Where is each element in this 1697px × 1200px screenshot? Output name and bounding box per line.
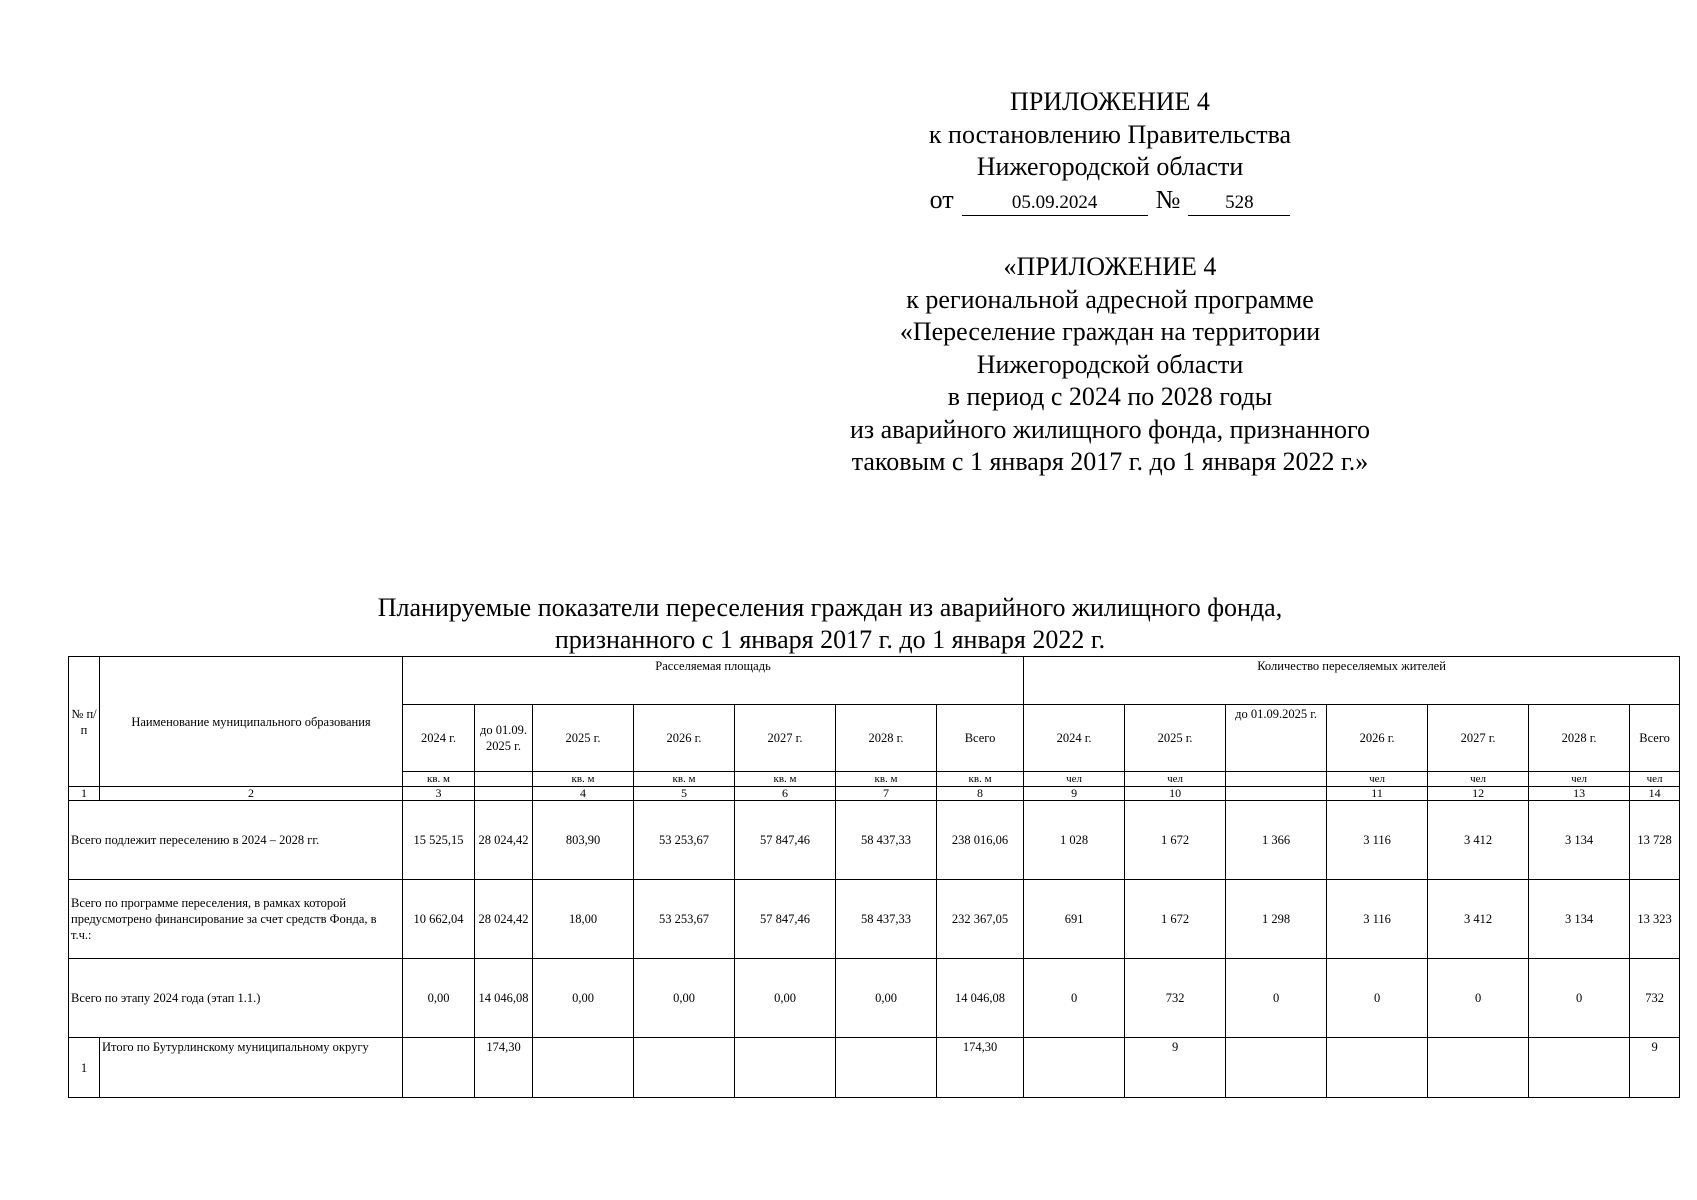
unit-cell: кв. м (634, 772, 735, 787)
area-value: 0,00 (533, 959, 634, 1038)
area-value: 57 847,46 (735, 880, 836, 959)
program-header-line: «Переселение граждан на территории (899, 317, 1321, 346)
area-value: 10 662,04 (403, 880, 475, 959)
people-value: 1 366 (1226, 801, 1327, 880)
area-year-header: до 01.09. 2025 г. (475, 705, 533, 772)
area-value: 0,00 (836, 959, 937, 1038)
table-row-district (69, 1038, 1680, 1098)
area-value: 174,30 (937, 1038, 1024, 1098)
area-year-header: Всего (937, 705, 1024, 772)
row-name: Всего подлежит переселению в 2024 – 2028 гг. (69, 801, 403, 880)
area-value: 28 024,42 (475, 880, 533, 959)
area-year-header: 2028 г. (836, 705, 937, 772)
people-value: 3 412 (1428, 801, 1529, 880)
column-number: 8 (937, 787, 1024, 801)
unit-cell: чел (1428, 772, 1529, 787)
people-value: 3 134 (1529, 801, 1630, 880)
people-year-header: 2026 г. (1327, 705, 1428, 772)
appendix-header (780, 86, 1440, 216)
column-number: 3 (403, 787, 475, 801)
area-year-header: 2025 г. (533, 705, 634, 772)
area-value: 174,30 (475, 1038, 533, 1098)
number-label: № (1155, 184, 1181, 214)
area-value (533, 1038, 634, 1098)
table-title-line-1: Планируемые показатели переселения граждан из аварийного жилищного фонда, (377, 593, 1283, 622)
unit-cell: чел (1529, 772, 1630, 787)
area-value: 53 253,67 (634, 801, 735, 880)
column-number: 10 (1125, 787, 1226, 801)
program-header (780, 251, 1440, 479)
program-header-line: в период с 2024 по 2028 годы (947, 382, 1273, 411)
column-number: 4 (533, 787, 634, 801)
people-year-header: 2025 г. (1125, 705, 1226, 772)
row-number: 1 (69, 1038, 100, 1098)
decree-date: 05.09.2024 (962, 192, 1148, 216)
people-value (1024, 1038, 1125, 1098)
area-value: 238 016,06 (937, 801, 1024, 880)
people-value: 1 298 (1226, 880, 1327, 959)
column-number: 7 (836, 787, 937, 801)
people-value: 13 728 (1630, 801, 1680, 880)
area-value: 232 367,05 (937, 880, 1024, 959)
unit-cell: кв. м (937, 772, 1024, 787)
area-value: 803,90 (533, 801, 634, 880)
col-header-name: Наименование муниципального образования (100, 657, 403, 787)
column-number (1226, 787, 1327, 801)
people-year-header: до 01.09.2025 г. (1226, 705, 1327, 772)
row-name: Всего по программе переселения, в рамках которой предусмотрено финансирование за счет средств Фонда, в т.ч.: (69, 880, 403, 959)
area-value: 15 525,15 (403, 801, 475, 880)
area-value: 14 046,08 (937, 959, 1024, 1038)
table-title (240, 592, 1420, 656)
people-value: 0 (1327, 959, 1428, 1038)
row-name: Итого по Бутурлинскому муниципальному округу (100, 1038, 403, 1098)
column-number: 1 (69, 787, 100, 801)
people-year-header: 2028 г. (1529, 705, 1630, 772)
people-value: 0 (1428, 959, 1529, 1038)
appendix-subtitle-1: к постановлению Правительства (928, 119, 1292, 149)
people-year-header: 2024 г. (1024, 705, 1125, 772)
people-value: 3 134 (1529, 880, 1630, 959)
people-value: 3 412 (1428, 880, 1529, 959)
column-number: 2 (100, 787, 403, 801)
row-name: Всего по этапу 2024 года (этап 1.1.) (69, 959, 403, 1038)
decree-number: 528 (1188, 192, 1290, 216)
area-value: 18,00 (533, 880, 634, 959)
area-value: 58 437,33 (836, 880, 937, 959)
area-value: 0,00 (403, 959, 475, 1038)
column-number: 14 (1630, 787, 1680, 801)
area-value: 58 437,33 (836, 801, 937, 880)
table-title-line-2: признанного с 1 января 2017 г. до 1 января 2022 г. (554, 625, 1106, 654)
people-value: 3 116 (1327, 880, 1428, 959)
people-value: 1 028 (1024, 801, 1125, 880)
area-value: 14 046,08 (475, 959, 533, 1038)
appendix-title: ПРИЛОЖЕНИЕ 4 (1010, 87, 1210, 116)
unit-cell (1226, 772, 1327, 787)
people-value: 9 (1125, 1038, 1226, 1098)
people-value: 732 (1125, 959, 1226, 1038)
table-row-stage (69, 959, 1680, 1038)
program-header-line: к региональной адресной программе (906, 284, 1314, 314)
column-number: 12 (1428, 787, 1529, 801)
column-number (475, 787, 533, 801)
table-row-total (69, 801, 1680, 880)
people-value: 0 (1024, 959, 1125, 1038)
people-value: 0 (1529, 959, 1630, 1038)
col-group-area: Расселяемая площадь (403, 657, 1024, 705)
program-header-line: «ПРИЛОЖЕНИЕ 4 (1003, 252, 1217, 281)
area-value (634, 1038, 735, 1098)
appendix-subtitle-2: Нижегородской области (976, 152, 1244, 181)
area-year-header: 2026 г. (634, 705, 735, 772)
column-number: 9 (1024, 787, 1125, 801)
col-header-no: № п/п (69, 657, 100, 787)
people-value (1428, 1038, 1529, 1098)
table-header-row (69, 657, 1680, 705)
area-value (403, 1038, 475, 1098)
area-value (836, 1038, 937, 1098)
people-value (1529, 1038, 1630, 1098)
area-value: 0,00 (735, 959, 836, 1038)
table-row-program (69, 880, 1680, 959)
resettlement-table (68, 656, 1680, 1098)
people-value (1226, 1038, 1327, 1098)
date-label: от (929, 184, 954, 214)
people-value: 1 672 (1125, 801, 1226, 880)
col-group-people: Количество переселяемых жителей (1024, 657, 1680, 705)
area-value: 28 024,42 (475, 801, 533, 880)
unit-cell: чел (1125, 772, 1226, 787)
unit-cell: чел (1630, 772, 1680, 787)
people-year-header: 2027 г. (1428, 705, 1529, 772)
people-value: 691 (1024, 880, 1125, 959)
column-numbers-row (69, 787, 1680, 801)
column-number: 13 (1529, 787, 1630, 801)
decree-date-line (780, 184, 1440, 217)
people-year-header: Всего (1630, 705, 1680, 772)
people-value: 732 (1630, 959, 1680, 1038)
people-value: 1 672 (1125, 880, 1226, 959)
program-header-line: Нижегородской области (976, 349, 1244, 379)
unit-cell: чел (1024, 772, 1125, 787)
unit-cell: кв. м (735, 772, 836, 787)
unit-cell: кв. м (836, 772, 937, 787)
unit-cell: кв. м (403, 772, 475, 787)
column-number: 11 (1327, 787, 1428, 801)
column-number: 6 (735, 787, 836, 801)
program-header-line: из аварийного жилищного фонда, признанного (849, 414, 1371, 444)
area-value: 0,00 (634, 959, 735, 1038)
unit-cell (475, 772, 533, 787)
people-value: 0 (1226, 959, 1327, 1038)
area-value (735, 1038, 836, 1098)
people-value (1327, 1038, 1428, 1098)
area-value: 57 847,46 (735, 801, 836, 880)
program-header-line: таковым с 1 января 2017 г. до 1 января 2022 г.» (851, 447, 1369, 476)
people-value: 13 323 (1630, 880, 1680, 959)
area-value: 53 253,67 (634, 880, 735, 959)
unit-cell: чел (1327, 772, 1428, 787)
people-value: 9 (1630, 1038, 1680, 1098)
people-value: 3 116 (1327, 801, 1428, 880)
area-year-header: 2027 г. (735, 705, 836, 772)
area-year-header: 2024 г. (403, 705, 475, 772)
column-number: 5 (634, 787, 735, 801)
unit-cell: кв. м (533, 772, 634, 787)
